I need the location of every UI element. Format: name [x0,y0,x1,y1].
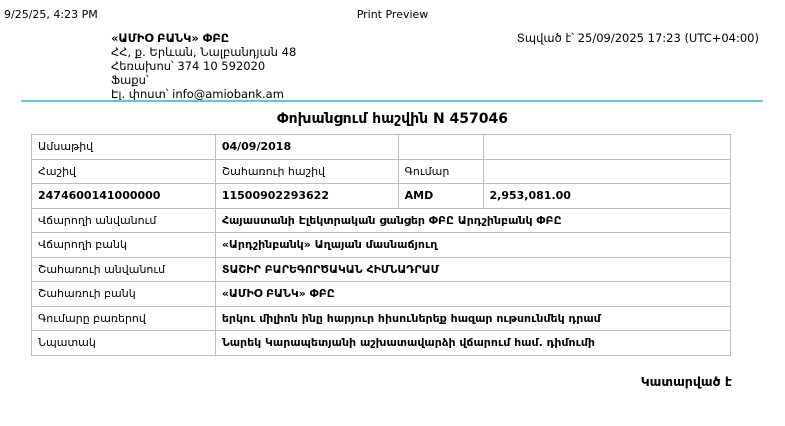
table-row [32,306,731,331]
date-label: Ամսաթիվ [32,135,216,160]
purpose-value: Նարեկ Կարապետյանի աշխատավարձի վճարում համ. դիմումի [215,331,730,356]
account-value: 2474600141000000 [32,184,216,209]
empty-cell [483,159,730,184]
account-label: Հաշիվ [32,159,216,184]
table-row [32,331,731,356]
beneficiary-name-label: Շահառուի անվանում [32,257,216,282]
status-completed: Կատարված է [640,374,732,389]
print-preview-title: Print Preview [356,8,429,21]
currency-value: AMD [398,184,483,209]
beneficiary-account-value: 11500902293622 [215,184,398,209]
beneficiary-bank-label: Շահառուի բանկ [32,282,216,307]
bank-fax: Ֆաքս՝ [111,73,149,87]
bank-email: Էլ. փոստ՝ info@amiobank.am [111,87,284,101]
transfer-details-table [31,134,731,356]
beneficiary-account-label: Շահառուի հաշիվ [215,159,398,184]
table-row [32,135,731,160]
beneficiary-bank-value: «ԱՄԻՕ ԲԱՆԿ» ՓԲԸ [215,282,730,307]
amount-in-words-label: Գումարը բառերով [32,306,216,331]
payer-bank-value: «Արդշինբանկ» Աղայան մասնաճյուղ [215,233,730,258]
table-row [32,184,731,209]
amount-in-words-value: երկու միլիոն ինը հարյուր հիսուներեք հազար ութսունմեկ դրամ [215,306,730,331]
table-row [32,159,731,184]
payer-bank-label: Վճարողի բանկ [32,233,216,258]
date-value: 04/09/2018 [215,135,398,160]
payer-name-label: Վճարողի անվանում [32,208,216,233]
empty-cell [398,135,483,160]
payer-name-value: Հայաստանի Էլեկտրական ցանցեր ՓԲԸ Արդշինբանկ ՓԲԸ [215,208,730,233]
bank-name: «ԱՄԻՕ ԲԱՆԿ» ՓԲԸ [111,31,230,45]
bank-address: ՀՀ, ք. Երևան, Նալբանդյան 48 [111,45,297,59]
print-datetime: 9/25/25, 4:23 PM [4,8,98,21]
table-row [32,208,731,233]
empty-cell [483,135,730,160]
bank-phone: Հեռախոս՝ 374 10 592020 [111,59,266,73]
beneficiary-name-value: ՏԱՇԻՐ ԲԱՐԵԳՈՐԾԱԿԱՆ ՀԻՄՆԱԴՐԱՄ [215,257,730,282]
header-divider [21,100,763,102]
amount-value: 2,953,081.00 [483,184,730,209]
purpose-label: Նպատակ [32,331,216,356]
document-title: Փոխանցում հաշվին N 457046 [277,111,508,127]
amount-label: Գումար [398,159,483,184]
table-row [32,257,731,282]
printed-timestamp: Տպված է՝ 25/09/2025 17:23 (UTC+04:00) [516,31,759,45]
bank-info [111,31,296,101]
table-row [32,282,731,307]
table-row [32,233,731,258]
